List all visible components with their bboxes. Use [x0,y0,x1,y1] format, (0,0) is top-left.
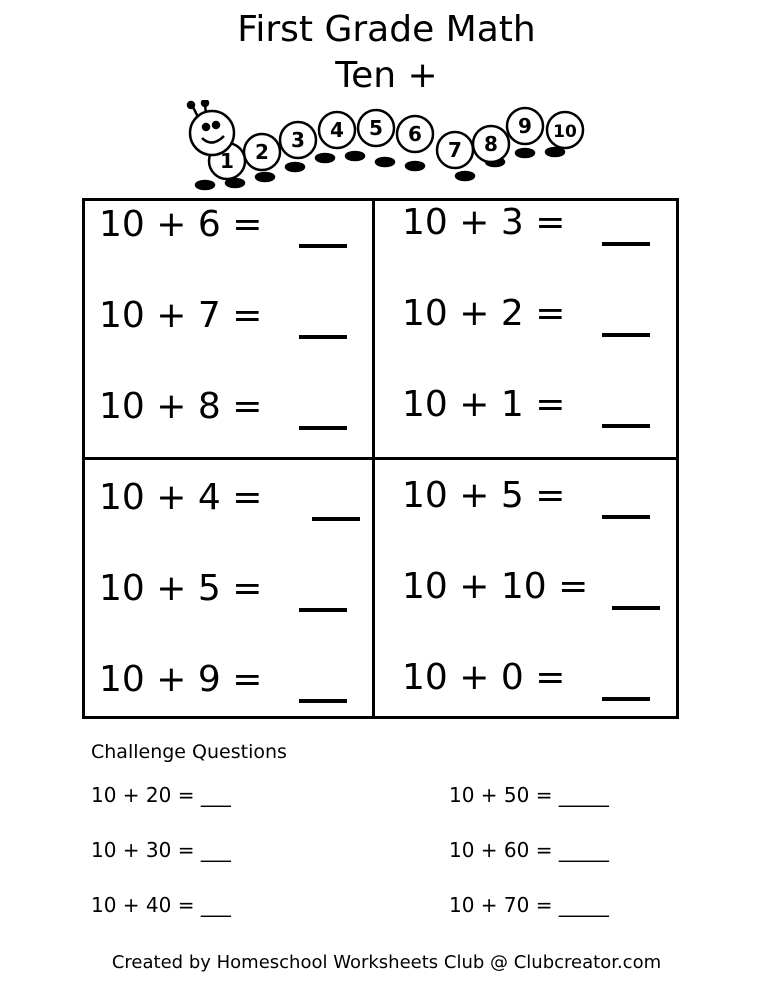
caterpillar-number: 10 [553,122,577,142]
grid-divider-horizontal [82,457,679,460]
caterpillar-illustration [180,100,600,195]
challenge-question: 10 + 70 = _____ [449,893,609,917]
problem-equation: 10 + 6 = [99,204,263,245]
problem-equation: 10 + 5 = [99,568,263,609]
answer-blank[interactable] [602,242,650,246]
caterpillar-number: 5 [369,116,383,140]
challenge-question: 10 + 30 = ___ [91,838,231,862]
answer-blank[interactable] [299,335,347,339]
answer-blank[interactable] [612,606,660,610]
answer-blank[interactable] [602,424,650,428]
problem-equation: 10 + 9 = [99,659,263,700]
caterpillar-number: 3 [291,128,305,152]
challenge-heading: Challenge Questions [91,741,287,763]
worksheet-title: First Grade Math [237,9,536,50]
caterpillar-number: 9 [518,114,532,138]
problem-equation: 10 + 1 = [402,384,566,425]
problem-equation: 10 + 0 = [402,657,566,698]
challenge-question: 10 + 40 = ___ [91,893,231,917]
problem-equation: 10 + 4 = [99,477,263,518]
caterpillar-number: 1 [220,149,234,173]
problem-equation: 10 + 5 = [402,475,566,516]
problem-equation: 10 + 8 = [99,386,263,427]
challenge-question: 10 + 20 = ___ [91,783,231,807]
answer-blank[interactable] [299,699,347,703]
caterpillar-number: 8 [484,132,498,156]
answer-blank[interactable] [299,244,347,248]
challenge-question: 10 + 60 = _____ [449,838,609,862]
answer-blank[interactable] [602,697,650,701]
caterpillar-number: 6 [408,122,422,146]
answer-blank[interactable] [602,515,650,519]
caterpillar-number: 7 [448,138,462,162]
answer-blank[interactable] [602,333,650,337]
problem-equation: 10 + 7 = [99,295,263,336]
problem-equation: 10 + 10 = [402,566,589,607]
footer-credit: Created by Homeschool Worksheets Club @ Clubcreator.com [111,952,662,973]
answer-blank[interactable] [312,517,360,521]
answer-blank[interactable] [299,608,347,612]
answer-blank[interactable] [299,426,347,430]
problem-equation: 10 + 3 = [402,202,566,243]
problem-equation: 10 + 2 = [402,293,566,334]
worksheet-subtitle: Ten + [335,55,438,96]
caterpillar-number: 2 [255,140,269,164]
challenge-question: 10 + 50 = _____ [449,783,609,807]
caterpillar-number: 4 [330,118,344,142]
